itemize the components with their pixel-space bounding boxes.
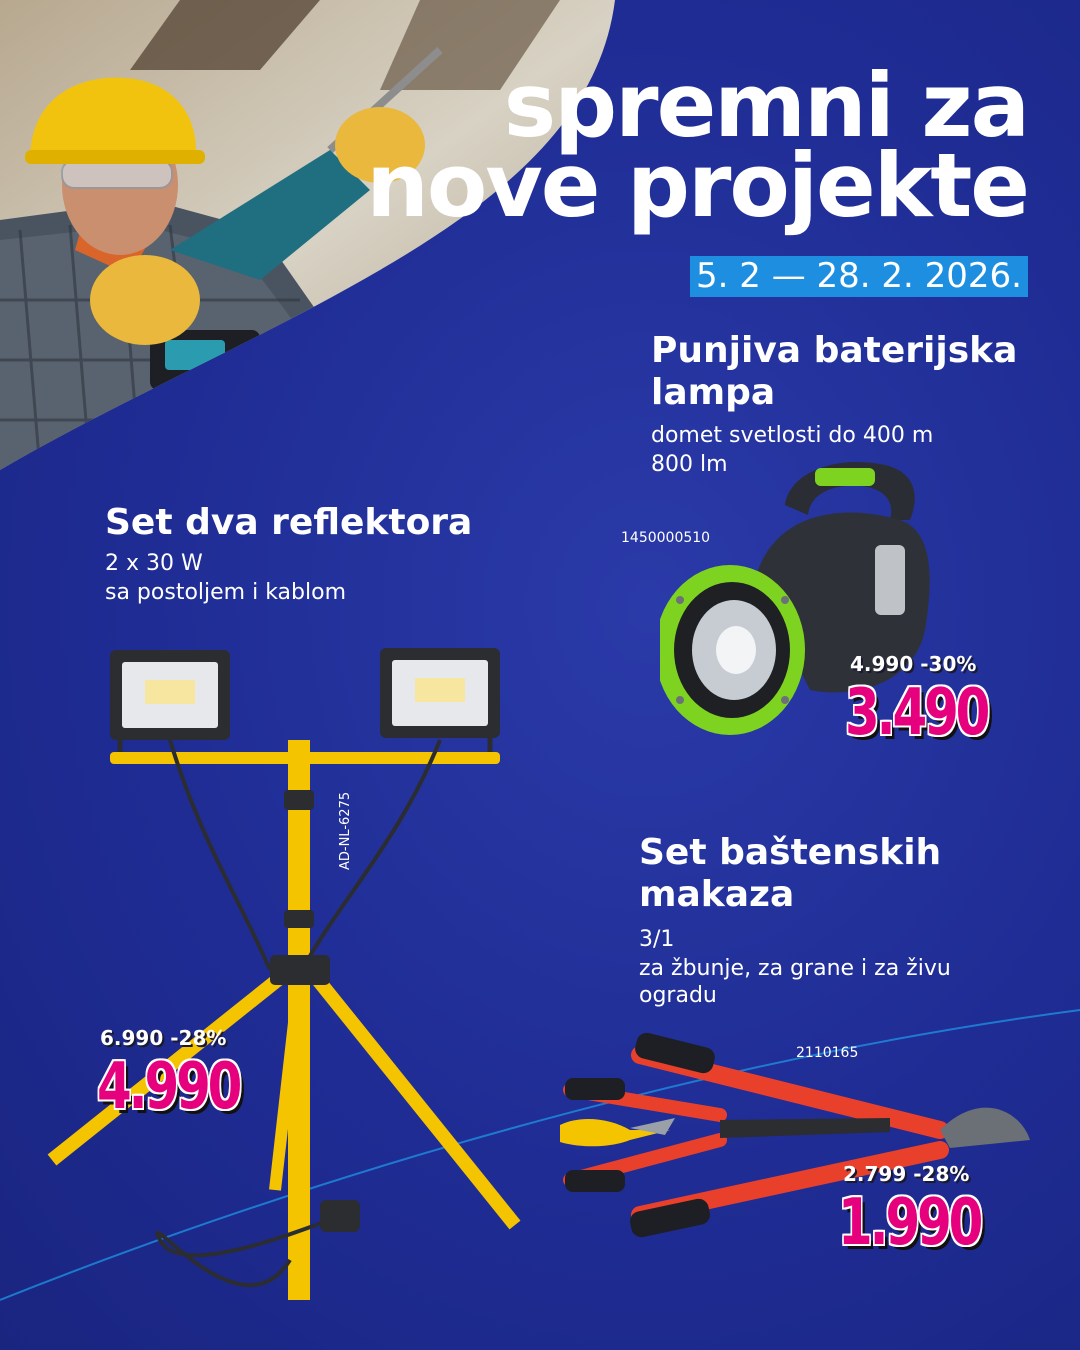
headline-line-2: nove projekte <box>366 134 1028 237</box>
lamp-old-price: 4.990 -30% <box>850 652 977 676</box>
shears-desc-line-3: ogradu <box>639 983 717 1008</box>
lamp-product-code: 1450000510 <box>621 530 711 546</box>
reflector-old-price: 6.990 -28% <box>100 1026 227 1050</box>
lamp-desc-line-1: domet svetlosti do 400 m <box>651 423 934 448</box>
headline-line-1: spremni za <box>503 54 1028 157</box>
shears-desc-line-1: 3/1 <box>639 927 675 952</box>
shears-title-line-2: makaza <box>639 874 795 915</box>
lamp-title-line-2: lampa <box>651 372 776 413</box>
reflector-new-price: 4.990 <box>97 1050 240 1124</box>
shears-product-code: 2110165 <box>796 1045 859 1061</box>
reflector-product-code: AD-NL-6275 <box>338 791 353 870</box>
lamp-desc-line-2: 800 lm <box>651 452 728 477</box>
shears-title-line-1: Set baštenskih <box>639 832 942 873</box>
lamp-new-price: 3.490 <box>845 676 988 750</box>
reflector-desc-line-1: 2 x 30 W <box>105 551 203 576</box>
shears-old-price: 2.799 -28% <box>843 1162 970 1186</box>
reflector-title: Set dva reflektora <box>105 502 473 543</box>
tripod-floodlight-image <box>40 640 540 1320</box>
lamp-title-line-1: Punjiva baterijska <box>651 330 1018 371</box>
date-range-badge: 5. 2 — 28. 2. 2026. <box>690 256 1028 297</box>
shears-new-price: 1.990 <box>838 1186 981 1260</box>
reflector-desc-line-2: sa postoljem i kablom <box>105 580 347 605</box>
shears-desc-line-2: za žbunje, za grane i za živu <box>639 956 951 981</box>
